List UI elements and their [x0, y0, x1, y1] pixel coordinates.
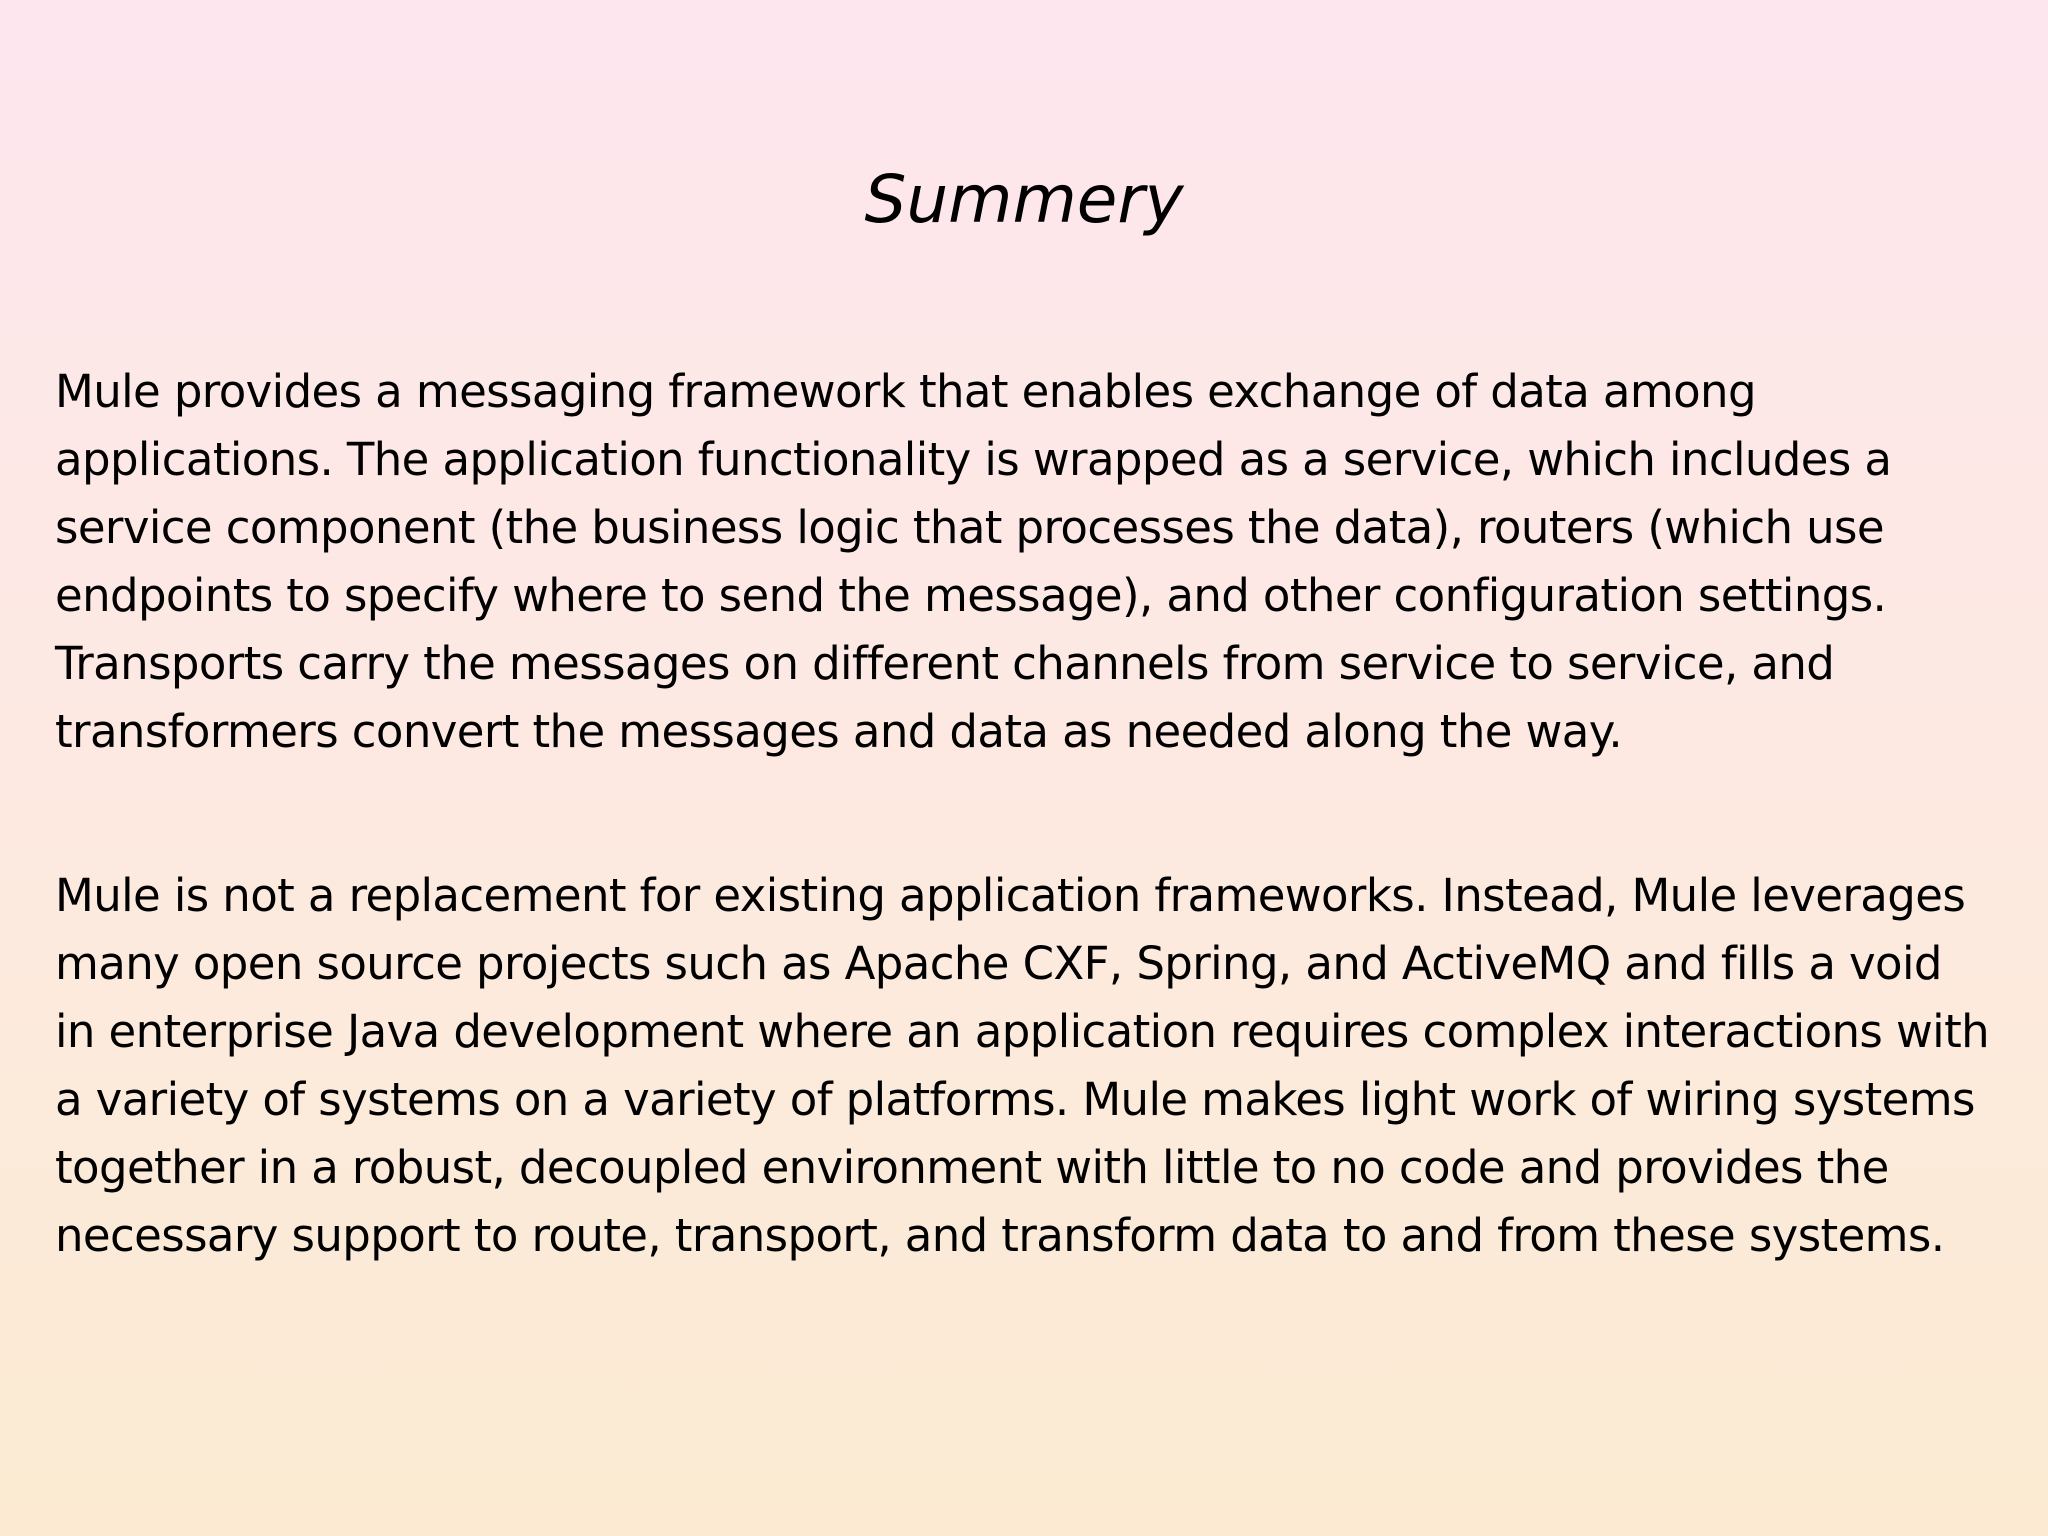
paragraph-not-a-replacement: Mule is not a replacement for existing application frameworks. Instead, Mule leverages many open source projects such as Apache CXF, Spring, and ActiveMQ and fills a void in enterprise Java development where an application requires complex interactions with a variety of systems on a variety of platforms. Mule makes light work of wiring systems together in a robust, decoupled environment with little to no code and provides the necessary support to route, transport, and transform data to and from these systems.	[55, 869, 1990, 1262]
paragraph-messaging-framework: Mule provides a messaging framework that enables exchange of data among applications. The application functionality is wrapped as a service, which includes a service component (the business logic that processes the data), routers (which use endpoints to specify where to send the message), and other configuration settings. Transports carry the messages on different channels from service to service, and transformers convert the messages and data as needed along the way.	[55, 365, 1892, 758]
slide-title: Summery	[864, 161, 1184, 238]
